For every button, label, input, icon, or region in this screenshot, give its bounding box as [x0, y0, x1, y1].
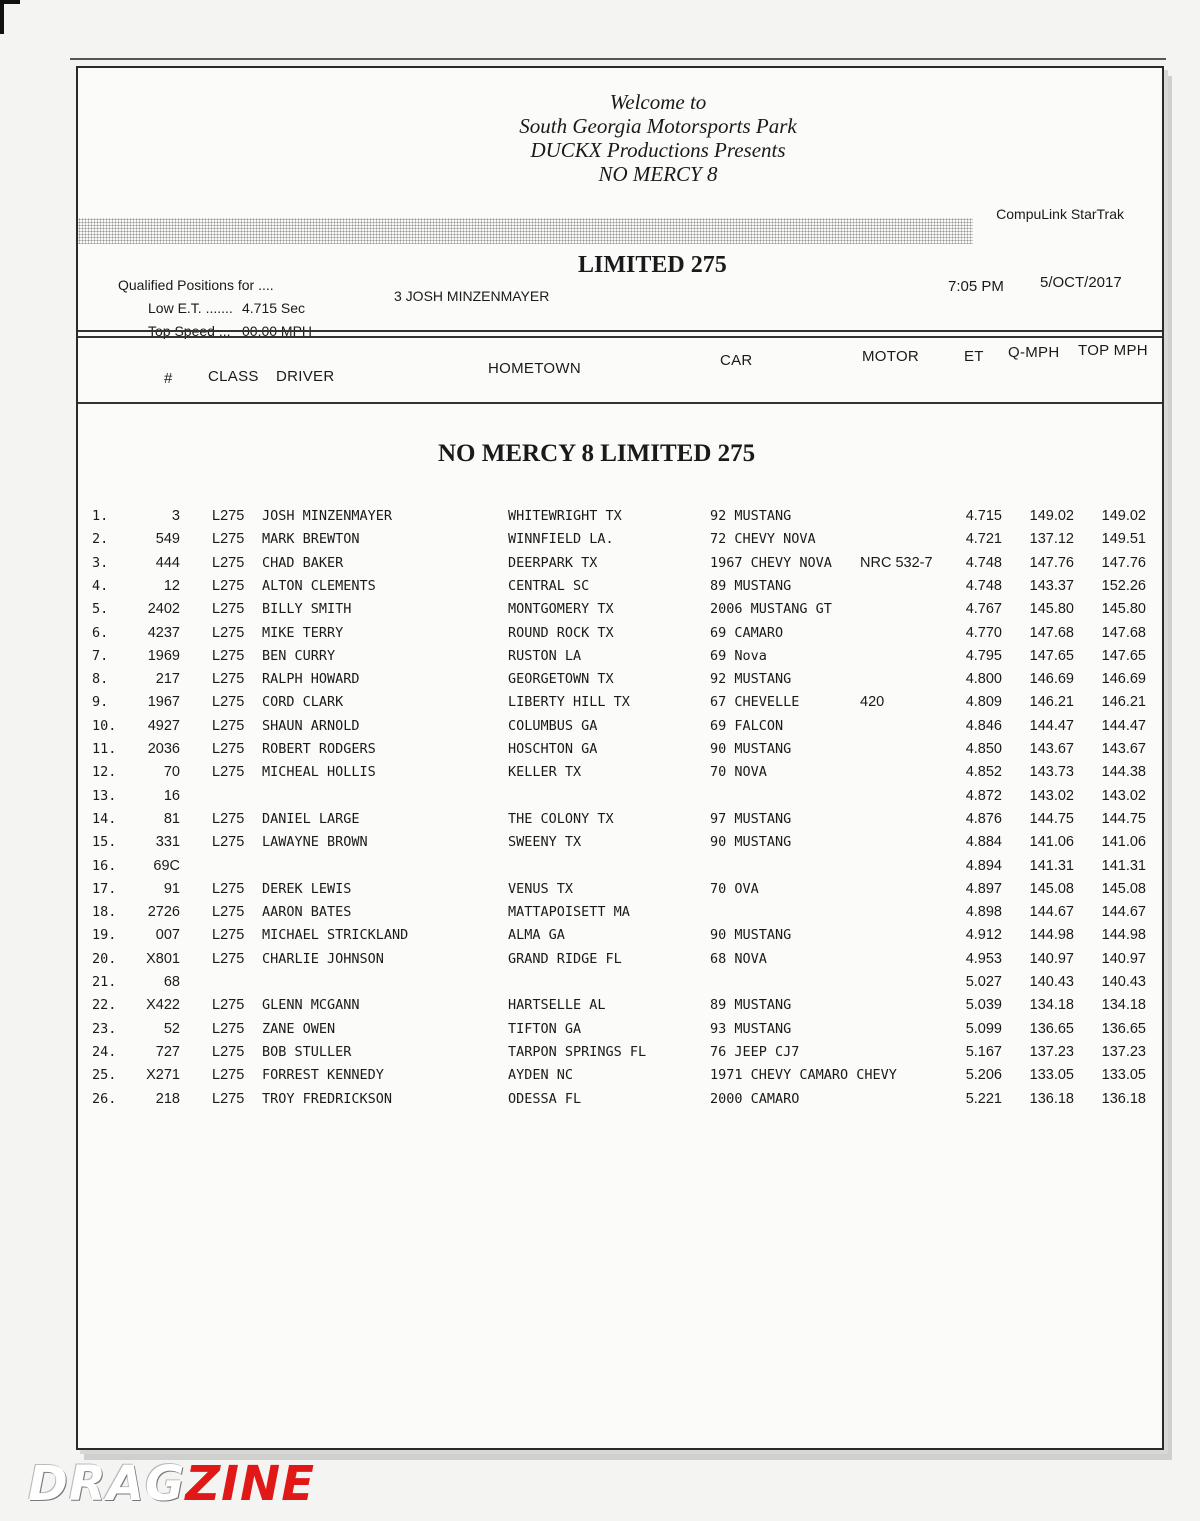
table-row [78, 1044, 1162, 1067]
row-et: 5.039 [965, 997, 1002, 1014]
row-car-number: 16 [163, 787, 180, 804]
row-driver: BILLY SMITH [262, 601, 352, 618]
row-hometown: MONTGOMERY TX [508, 601, 614, 618]
row-et: 4.721 [965, 531, 1002, 548]
col-qmph: Q-MPH [1008, 344, 1060, 361]
row-class: L275 [212, 694, 245, 711]
row-position: 9. [92, 694, 109, 711]
row-driver: CHARLIE JOHNSON [262, 950, 384, 967]
row-car: 69 CAMARO [710, 624, 784, 641]
row-class: L275 [212, 577, 245, 594]
logo-zine: ZINE [185, 1456, 315, 1512]
row-car-number: 2402 [147, 601, 180, 618]
row-motor: 420 [860, 694, 885, 711]
row-qmph: 145.80 [1029, 601, 1074, 618]
row-qmph: 144.67 [1029, 904, 1074, 921]
row-car: 90 MUSTANG [710, 741, 792, 757]
table-row [78, 974, 1162, 997]
row-driver: SHAUN ARNOLD [262, 717, 360, 734]
row-position: 11. [92, 741, 117, 757]
row-class: L275 [212, 904, 245, 921]
row-qmph: 146.21 [1029, 694, 1074, 711]
timing-system-label: CompuLink StarTrak [996, 206, 1124, 222]
scan-corner-mark [0, 0, 20, 34]
row-et: 5.099 [965, 1020, 1002, 1037]
table-row [78, 555, 1162, 578]
row-driver: FORREST KENNEDY [262, 1067, 384, 1084]
row-qmph: 141.06 [1029, 834, 1074, 851]
row-position: 22. [92, 997, 117, 1014]
row-car: 69 FALCON [710, 717, 784, 734]
row-position: 25. [92, 1067, 117, 1084]
row-hometown: AYDEN NC [508, 1067, 574, 1084]
welcome-line: Welcome to [609, 90, 707, 114]
row-driver: LAWAYNE BROWN [262, 834, 368, 851]
row-top-mph: 143.02 [1101, 787, 1146, 804]
row-et: 4.850 [965, 741, 1002, 757]
section-title: NO MERCY 8 LIMITED 275 [438, 440, 756, 467]
row-car: 93 MUSTANG [710, 1020, 792, 1037]
row-position: 5. [92, 601, 109, 618]
table-row [78, 741, 1162, 764]
row-driver: TROY FREDRICKSON [262, 1090, 393, 1107]
table-row [78, 718, 1162, 741]
table-row [78, 788, 1162, 811]
qualified-for-label: Qualified Positions for .... [118, 277, 274, 293]
event-welcome [458, 90, 858, 186]
row-hometown: ODESSA FL [508, 1090, 582, 1107]
row-et: 5.167 [965, 1043, 1002, 1060]
row-et: 5.027 [965, 974, 1002, 990]
row-position: 18. [92, 904, 117, 921]
row-car: 89 MUSTANG [710, 577, 792, 594]
row-car: 89 MUSTANG [710, 997, 792, 1014]
row-driver: ZANE OWEN [262, 1020, 336, 1037]
table-row [78, 858, 1162, 881]
table-row [78, 648, 1162, 671]
presenter-line: DUCKX Productions Presents [530, 138, 786, 162]
row-car-number: 727 [155, 1043, 180, 1060]
row-hometown: SWEENY TX [508, 834, 582, 851]
row-et: 4.894 [965, 857, 1002, 874]
row-top-mph: 136.18 [1101, 1090, 1146, 1107]
row-driver: CHAD BAKER [262, 554, 344, 571]
row-class: L275 [212, 508, 245, 524]
row-car-number: 1969 [147, 647, 180, 664]
row-qmph: 134.18 [1029, 997, 1074, 1014]
report-date: 5/OCT/2017 [1040, 274, 1122, 291]
row-et: 4.748 [965, 577, 1002, 594]
row-car: 2000 CAMARO [710, 1090, 800, 1107]
row-et: 4.846 [965, 717, 1002, 734]
row-car: 70 NOVA [710, 764, 767, 781]
row-car: 90 MUSTANG [710, 834, 792, 851]
table-row [78, 904, 1162, 927]
col-num: # [164, 370, 173, 387]
row-driver: BEN CURRY [262, 647, 336, 664]
row-class: L275 [212, 764, 245, 781]
row-qmph: 141.31 [1029, 857, 1074, 874]
table-row [78, 578, 1162, 601]
row-position: 24. [92, 1043, 117, 1060]
row-top-mph: 152.26 [1101, 577, 1146, 594]
col-driver: DRIVER [276, 368, 335, 385]
row-hometown: HOSCHTON GA [508, 741, 598, 757]
row-driver: CORD CLARK [262, 694, 344, 711]
row-driver: ALTON CLEMENTS [262, 577, 376, 594]
col-car: CAR [720, 352, 753, 369]
row-top-mph: 145.08 [1101, 880, 1146, 897]
row-car-number: 91 [163, 880, 180, 897]
row-top-mph: 137.23 [1101, 1043, 1146, 1060]
row-hometown: ALMA GA [508, 927, 565, 944]
row-top-mph: 140.43 [1101, 974, 1146, 990]
header-rule-bottom [78, 402, 1162, 404]
row-hometown: LIBERTY HILL TX [508, 694, 630, 711]
results-sheet [76, 66, 1164, 1450]
row-top-mph: 147.76 [1101, 554, 1146, 571]
row-car: 92 MUSTANG [710, 508, 792, 524]
row-et: 4.800 [965, 671, 1002, 688]
row-top-mph: 144.75 [1101, 810, 1146, 827]
row-et: 4.715 [965, 508, 1002, 524]
row-et: 4.898 [965, 904, 1002, 921]
row-car: 67 CHEVELLE [710, 694, 800, 711]
table-row [78, 625, 1162, 648]
row-driver: MARK BREWTON [262, 531, 360, 548]
row-et: 4.748 [965, 554, 1002, 571]
table-row [78, 764, 1162, 787]
row-driver: MICHAEL STRICKLAND [262, 927, 409, 944]
track-name: South Georgia Motorsports Park [519, 114, 797, 138]
header-rule-top-2 [78, 336, 1162, 338]
row-driver: GLENN MCGANN [262, 997, 360, 1014]
row-et: 4.852 [965, 764, 1002, 781]
row-car: 70 OVA [710, 880, 759, 897]
row-car-number: 69C [153, 857, 180, 874]
row-top-mph: 134.18 [1101, 997, 1146, 1014]
row-position: 1. [92, 508, 109, 524]
row-et: 5.221 [965, 1090, 1002, 1107]
top-speed-label: Top Speed ... [148, 323, 231, 339]
table-row [78, 1067, 1162, 1090]
row-top-mph: 146.69 [1101, 671, 1146, 688]
row-hometown: TARPON SPRINGS FL [508, 1043, 647, 1060]
row-et: 4.912 [965, 927, 1002, 944]
table-row [78, 671, 1162, 694]
row-top-mph: 145.80 [1101, 601, 1146, 618]
row-top-mph: 140.97 [1101, 950, 1146, 967]
row-position: 6. [92, 624, 109, 641]
row-top-mph: 144.67 [1101, 904, 1146, 921]
row-car-number: 70 [163, 764, 180, 781]
row-hometown: ROUND ROCK TX [508, 624, 614, 641]
row-qmph: 144.47 [1029, 717, 1074, 734]
row-class: L275 [212, 601, 245, 618]
row-top-mph: 141.06 [1101, 834, 1146, 851]
row-et: 5.206 [965, 1067, 1002, 1084]
row-car: 97 MUSTANG [710, 810, 792, 827]
low-et-label: Low E.T. ....... [148, 300, 233, 316]
row-car: 2006 MUSTANG GT [710, 601, 832, 618]
row-hometown: THE COLONY TX [508, 810, 614, 827]
table-row [78, 951, 1162, 974]
row-qmph: 140.97 [1029, 950, 1074, 967]
row-qmph: 147.76 [1029, 554, 1074, 571]
event-name: NO MERCY 8 [598, 162, 718, 186]
class-title: LIMITED 275 [578, 252, 727, 278]
row-position: 26. [92, 1090, 117, 1107]
row-et: 4.795 [965, 647, 1002, 664]
low-et-driver: 3 JOSH MINZENMAYER [394, 288, 550, 304]
row-qmph: 147.65 [1029, 647, 1074, 664]
row-car: 72 CHEVY NOVA [710, 531, 816, 548]
table-row [78, 834, 1162, 857]
row-car: 1971 CHEVY CAMARO CHEVY [710, 1067, 897, 1084]
qualified-summary [118, 274, 362, 343]
row-position: 7. [92, 647, 109, 664]
row-top-mph: 133.05 [1101, 1067, 1146, 1084]
row-top-mph: 144.47 [1101, 717, 1146, 734]
row-car-number: 549 [155, 531, 180, 548]
low-et-value: 4.715 Sec [242, 300, 306, 316]
table-row [78, 531, 1162, 554]
row-car-number: 12 [163, 577, 180, 594]
row-position: 21. [92, 974, 117, 990]
row-position: 12. [92, 764, 117, 781]
row-et: 4.809 [965, 694, 1002, 711]
row-car-number: 81 [163, 810, 180, 827]
row-car-number: 1967 [147, 694, 180, 711]
row-driver: DEREK LEWIS [262, 880, 352, 897]
row-position: 13. [92, 787, 117, 804]
row-top-mph: 141.31 [1101, 857, 1146, 874]
row-hometown: RUSTON LA [508, 647, 582, 664]
row-class: L275 [212, 997, 245, 1014]
row-class: L275 [212, 810, 245, 827]
row-hometown: GEORGETOWN TX [508, 671, 614, 688]
table-row [78, 881, 1162, 904]
row-qmph: 140.43 [1029, 974, 1074, 990]
row-hometown: CENTRAL SC [508, 577, 590, 594]
col-et: ET [964, 348, 984, 365]
row-driver: MIKE TERRY [262, 624, 344, 641]
row-car-number: 68 [163, 974, 180, 990]
dotted-divider [78, 218, 973, 244]
row-hometown: DEERPARK TX [508, 554, 598, 571]
table-row [78, 811, 1162, 834]
row-qmph: 136.18 [1029, 1090, 1074, 1107]
row-hometown: GRAND RIDGE FL [508, 950, 622, 967]
row-qmph: 143.02 [1029, 787, 1074, 804]
row-class: L275 [212, 671, 245, 688]
row-position: 2. [92, 531, 109, 548]
row-hometown: HARTSELLE AL [508, 997, 606, 1014]
row-driver: MICHEAL HOLLIS [262, 764, 376, 781]
row-position: 23. [92, 1020, 117, 1037]
row-position: 8. [92, 671, 109, 688]
row-class: L275 [212, 624, 245, 641]
row-car-number: 52 [163, 1020, 180, 1037]
row-car-number: 2726 [147, 904, 180, 921]
row-car-number: X801 [146, 950, 180, 967]
sheet-top-edge [70, 58, 1166, 60]
row-car-number: 2036 [147, 741, 180, 757]
row-hometown: MATTAPOISETT MA [508, 904, 630, 921]
row-position: 4. [92, 577, 109, 594]
row-class: L275 [212, 741, 245, 757]
row-class: L275 [212, 880, 245, 897]
row-class: L275 [212, 554, 245, 571]
row-top-mph: 144.98 [1101, 927, 1146, 944]
row-car-number: 217 [155, 671, 180, 688]
row-class: L275 [212, 834, 245, 851]
table-row [78, 601, 1162, 624]
row-class: L275 [212, 1020, 245, 1037]
row-qmph: 146.69 [1029, 671, 1074, 688]
table-row [78, 508, 1162, 531]
row-et: 4.872 [965, 787, 1002, 804]
row-qmph: 143.37 [1029, 577, 1074, 594]
row-qmph: 133.05 [1029, 1067, 1074, 1084]
row-car-number: 4237 [147, 624, 180, 641]
row-driver: RALPH HOWARD [262, 671, 360, 688]
top-speed-value: 00.00 MPH [242, 323, 313, 339]
row-hometown: WINNFIELD LA. [508, 531, 614, 548]
row-class: L275 [212, 647, 245, 664]
table-row [78, 927, 1162, 950]
row-class: L275 [212, 950, 245, 967]
col-hometown: HOMETOWN [488, 360, 581, 377]
row-top-mph: 147.68 [1101, 624, 1146, 641]
table-row [78, 694, 1162, 717]
row-car-number: 4927 [147, 717, 180, 734]
row-class: L275 [212, 1090, 245, 1107]
row-qmph: 147.68 [1029, 624, 1074, 641]
row-top-mph: 147.65 [1101, 647, 1146, 664]
row-hometown: KELLER TX [508, 764, 582, 781]
row-et: 4.884 [965, 834, 1002, 851]
row-et: 4.770 [965, 624, 1002, 641]
row-qmph: 136.65 [1029, 1020, 1074, 1037]
row-car-number: 007 [155, 927, 180, 944]
row-position: 10. [92, 717, 117, 734]
row-et: 4.897 [965, 880, 1002, 897]
row-car: 76 JEEP CJ7 [710, 1043, 800, 1060]
table-row [78, 997, 1162, 1020]
row-position: 15. [92, 834, 117, 851]
col-top-mph: TOP MPH [1078, 342, 1148, 359]
row-qmph: 145.08 [1029, 880, 1074, 897]
row-top-mph: 144.38 [1101, 764, 1146, 781]
row-qmph: 144.75 [1029, 810, 1074, 827]
row-driver: BOB STULLER [262, 1043, 352, 1060]
row-hometown: VENUS TX [508, 880, 574, 897]
row-driver: DANIEL LARGE [262, 810, 360, 827]
row-hometown: TIFTON GA [508, 1020, 582, 1037]
logo-drag: DRAG [28, 1456, 186, 1512]
row-car-number: 331 [155, 834, 180, 851]
row-position: 16. [92, 857, 117, 874]
row-class: L275 [212, 1043, 245, 1060]
row-qmph: 137.12 [1029, 531, 1074, 548]
row-qmph: 143.67 [1029, 741, 1074, 757]
row-qmph: 143.73 [1029, 764, 1074, 781]
row-position: 14. [92, 810, 117, 827]
row-car: 68 NOVA [710, 950, 767, 967]
row-position: 20. [92, 950, 117, 967]
row-car: 90 MUSTANG [710, 927, 792, 944]
row-top-mph: 143.67 [1101, 741, 1146, 757]
row-hometown: WHITEWRIGHT TX [508, 508, 622, 524]
row-car-number: 444 [155, 554, 180, 571]
row-position: 3. [92, 554, 109, 571]
table-row [78, 1021, 1162, 1044]
row-car-number: 218 [155, 1090, 180, 1107]
row-class: L275 [212, 927, 245, 944]
row-driver: JOSH MINZENMAYER [262, 508, 393, 524]
row-driver: ROBERT RODGERS [262, 741, 376, 757]
row-car: 69 Nova [710, 647, 767, 664]
row-car-number: 3 [171, 508, 180, 524]
row-qmph: 144.98 [1029, 927, 1074, 944]
header-rule-top [78, 330, 1162, 332]
row-position: 17. [92, 880, 117, 897]
row-top-mph: 146.21 [1101, 694, 1146, 711]
report-time: 7:05 PM [948, 278, 1004, 295]
row-qmph: 149.02 [1029, 508, 1074, 524]
row-motor: NRC 532-7 [860, 554, 933, 571]
row-car: 92 MUSTANG [710, 671, 792, 688]
dragzine-logo [28, 1456, 315, 1512]
row-top-mph: 149.02 [1101, 508, 1146, 524]
row-et: 4.876 [965, 810, 1002, 827]
col-motor: MOTOR [862, 348, 920, 365]
row-class: L275 [212, 531, 245, 548]
row-car: 1967 CHEVY NOVA [710, 554, 832, 571]
row-class: L275 [212, 1067, 245, 1084]
row-driver: AARON BATES [262, 904, 352, 921]
row-position: 19. [92, 927, 117, 944]
col-class: CLASS [208, 368, 259, 385]
table-row [78, 1091, 1162, 1114]
row-car-number: X422 [146, 997, 180, 1014]
row-et: 4.953 [965, 950, 1002, 967]
row-qmph: 137.23 [1029, 1043, 1074, 1060]
row-et: 4.767 [965, 601, 1002, 618]
row-class: L275 [212, 717, 245, 734]
row-top-mph: 149.51 [1101, 531, 1146, 548]
row-car-number: X271 [146, 1067, 180, 1084]
row-top-mph: 136.65 [1101, 1020, 1146, 1037]
row-hometown: COLUMBUS GA [508, 717, 598, 734]
